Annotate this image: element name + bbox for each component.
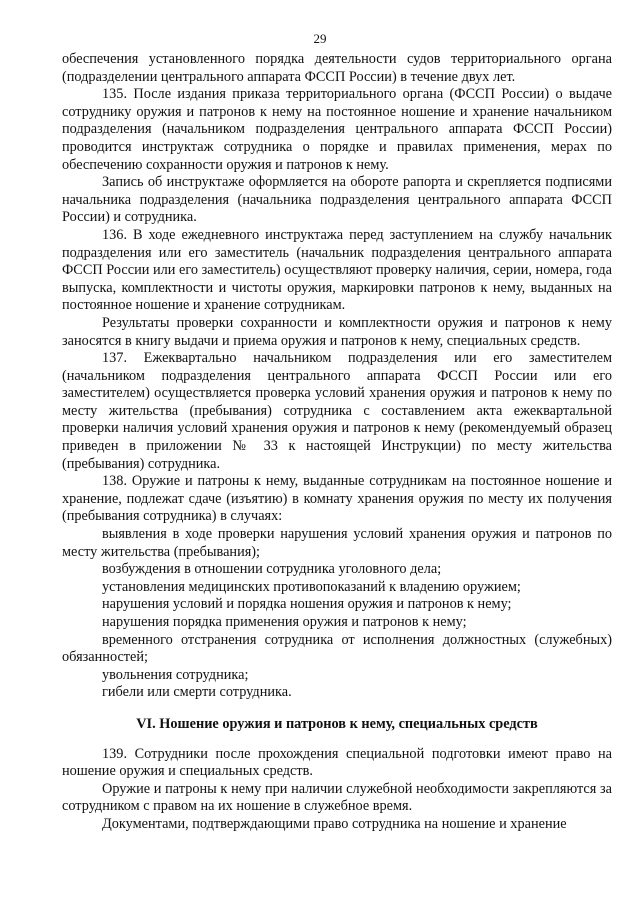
paragraph: Запись об инструктаже оформляется на обороте рапорта и скрепляется подписями начальника подразделения (начальника подразделения центрального аппарата ФССП России) и сотрудника. bbox=[62, 174, 612, 226]
document-body bbox=[62, 51, 612, 834]
list-item: выявления в ходе проверки нарушения условий хранения оружия и патронов по месту жительства (пребывания); bbox=[62, 526, 612, 560]
paragraph: 136. В ходе ежедневного инструктажа перед заступлением на службу начальник подразделения или его заместитель (начальник подразделения центрального аппарата ФССП России или его заместитель) осуществляют проверку наличия, серии, номера, года выпуска, комплектности и чистоты оружия, маркировки патронов к нему, выданных на постоянное ношение и хранение сотрудникам. bbox=[62, 226, 612, 314]
list-item: временного отстранения сотрудника от исполнения должностных (служебных) обязанностей; bbox=[62, 631, 612, 666]
paragraph: 139. Сотрудники после прохождения специальной подготовки имеют право на ношение оружия и специальных средств. bbox=[62, 745, 612, 780]
section-heading: VI. Ношение оружия и патронов к нему, специальных средств bbox=[136, 715, 538, 732]
list-item: гибели или смерти сотрудника. bbox=[102, 684, 292, 701]
page-number: 29 bbox=[313, 31, 327, 46]
list-item: нарушения порядка применения оружия и патронов к нему; bbox=[102, 614, 467, 630]
paragraph-continuation: обеспечения установленного порядка деятельности судов территориального органа (подразделении центрального аппарата ФССП России) в течение двух лет. bbox=[62, 51, 612, 85]
paragraph: 137. Ежеквартально начальником подразделения или его заместителем (начальником подразделения центрального аппарата ФССП России или его заместителем) осуществляется проверка условий хранения оружия и патронов к нему по месту жительства (пребывания) сотрудника с составлением акта ежеквартальной проверки наличия условий хранения оружия и патронов к нему (рекомендуемый образец приведен в приложении № 33 к настоящей Инструкции) по месту жительства (пребывания) сотрудника. bbox=[62, 350, 612, 472]
list-item: установления медицинских противопоказаний к владению оружием; bbox=[102, 578, 521, 595]
list-item: нарушения условий и порядка ношения оружия и патронов к нему; bbox=[102, 596, 512, 613]
paragraph: 135. После издания приказа территориального органа (ФССП России) о выдаче сотруднику оружия и патронов к нему на постоянное ношение и хранение начальником подразделения (начальником подразделения центрального аппарата ФССП России) проводится инструктаж сотрудника о порядке и правилах применения, мерах по обеспечению сохранности оружия и патронов к нему. bbox=[62, 86, 612, 173]
paragraph: Документами, подтверждающими право сотрудника на ношение и хранение bbox=[102, 815, 567, 832]
paragraph: 138. Оружие и патроны к нему, выданные сотрудникам на постоянное ношение и хранение, подлежат сдаче (изъятию) в комнату хранения оружия по месту их получения (пребывания сотрудника) в случаях: bbox=[62, 473, 612, 525]
paragraph: Оружие и патроны к нему при наличии служебной необходимости закрепляются за сотрудником с правом на их ношение в служебное время. bbox=[62, 780, 612, 815]
list-item: увольнения сотрудника; bbox=[102, 666, 249, 683]
list-item: возбуждения в отношении сотрудника уголовного дела; bbox=[102, 561, 442, 578]
paragraph: Результаты проверки сохранности и комплектности оружия и патронов к нему заносятся в книгу выдачи и приема оружия и патронов к нему, специальных средств. bbox=[62, 314, 612, 349]
